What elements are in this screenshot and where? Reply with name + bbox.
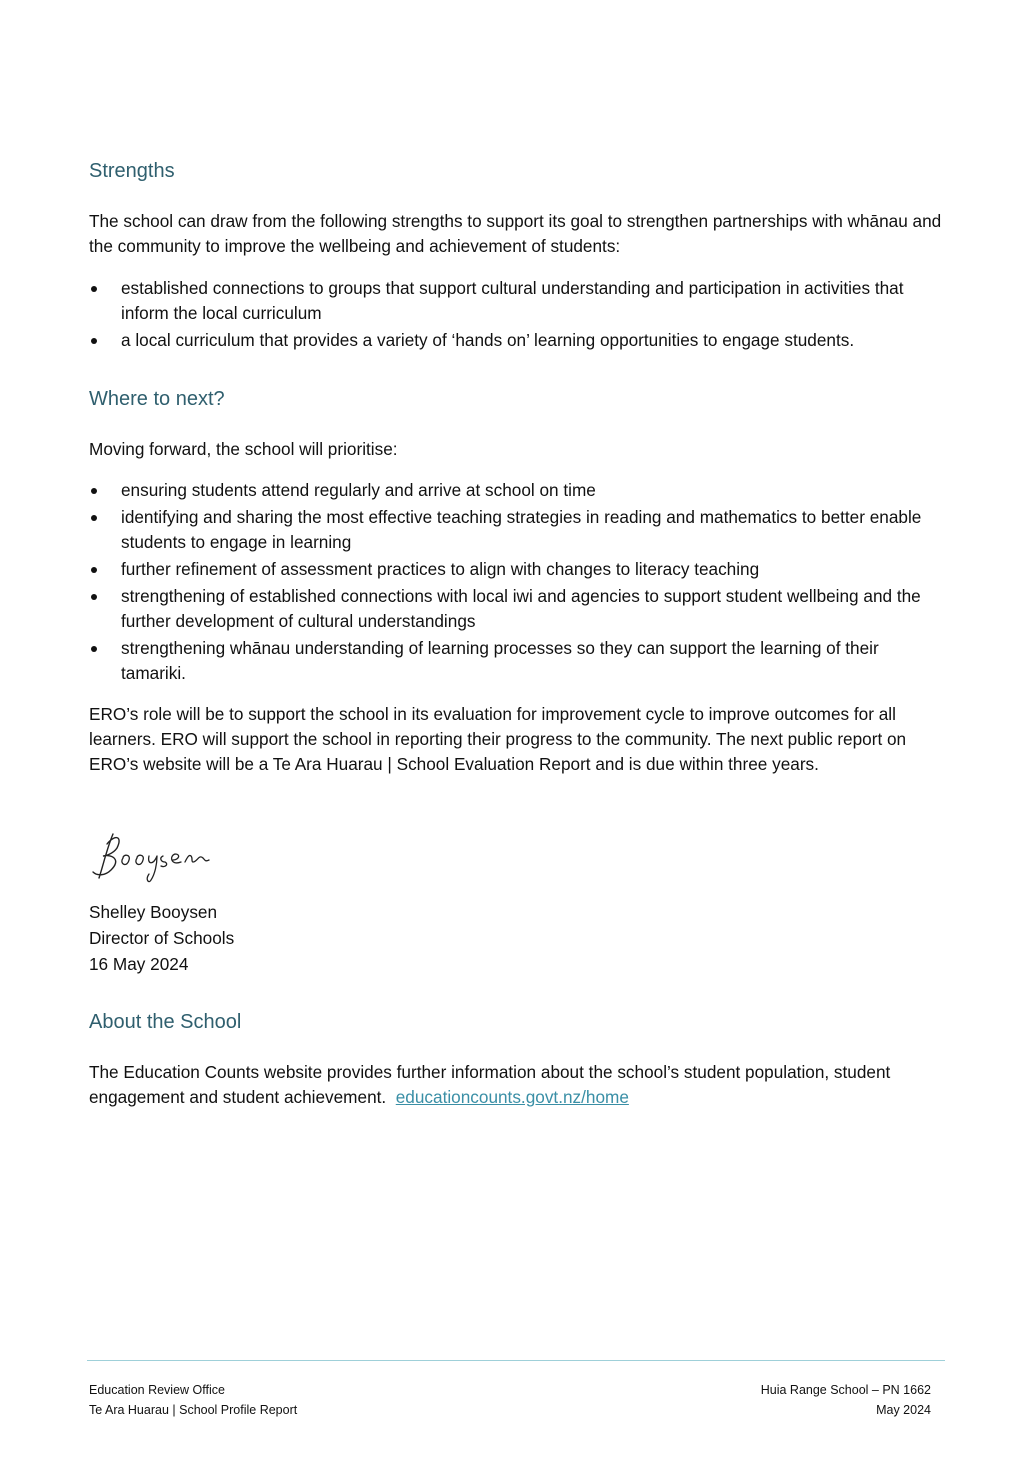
list-item: strengthening whānau understanding of learning processes so they can support the learning of their tamariki. bbox=[89, 636, 945, 686]
list-item: strengthening of established connections with local iwi and agencies to support student wellbeing and the further development of cultural understandings bbox=[89, 584, 945, 634]
list-item: further refinement of assessment practices to align with changes to literacy teaching bbox=[89, 557, 945, 582]
ero-role-paragraph: ERO’s role will be to support the school in its evaluation for improvement cycle to improve outcomes for all learners. ERO will support the school in reporting their progress to the community. The next public report on ERO’s website will be a Te Ara Huarau | School Evaluation Report and is due within three years. bbox=[89, 704, 907, 774]
strengths-list bbox=[89, 276, 945, 355]
footer-report-type: Te Ara Huarau | School Profile Report bbox=[89, 1402, 298, 1417]
strengths-intro: The school can draw from the following strengths to support its goal to strengthen partnerships with whānau and the community to improve the wellbeing and achievement of students: bbox=[89, 211, 942, 256]
footer-school: Huia Range School – PN 1662 bbox=[760, 1383, 931, 1397]
footer-date: May 2024 bbox=[876, 1402, 931, 1417]
footer-divider bbox=[87, 1360, 945, 1361]
list-item: a local curriculum that provides a variety of ‘hands on’ learning opportunities to engage students. bbox=[89, 328, 945, 353]
about-school-paragraph bbox=[89, 1060, 945, 1110]
where-to-next-intro: Moving forward, the school will prioritise: bbox=[89, 439, 398, 459]
about-school-heading: About the School bbox=[89, 1011, 242, 1033]
signatory-role: Director of Schools bbox=[89, 928, 235, 948]
where-to-next-heading: Where to next? bbox=[89, 388, 225, 410]
signatory-name: Shelley Booysen bbox=[89, 902, 218, 922]
about-school-text: The Education Counts website provides further information about the school’s student population, student engagement and student achievement. bbox=[89, 1062, 891, 1107]
signature-image bbox=[89, 828, 219, 886]
signoff-date: 16 May 2024 bbox=[89, 954, 189, 974]
education-counts-link[interactable]: educationcounts.govt.nz/home bbox=[395, 1087, 629, 1107]
list-item: identifying and sharing the most effective teaching strategies in reading and mathematics to better enable students to engage in learning bbox=[89, 505, 945, 555]
footer-right bbox=[761, 1381, 931, 1420]
footer-org: Education Review Office bbox=[89, 1383, 225, 1397]
strengths-heading: Strengths bbox=[89, 160, 175, 182]
list-item: ensuring students attend regularly and arrive at school on time bbox=[89, 478, 945, 503]
signoff-block bbox=[89, 899, 234, 977]
footer-left bbox=[89, 1381, 297, 1420]
priorities-list bbox=[89, 478, 945, 688]
list-item: established connections to groups that support cultural understanding and participation in activities that inform the local curriculum bbox=[89, 276, 945, 326]
